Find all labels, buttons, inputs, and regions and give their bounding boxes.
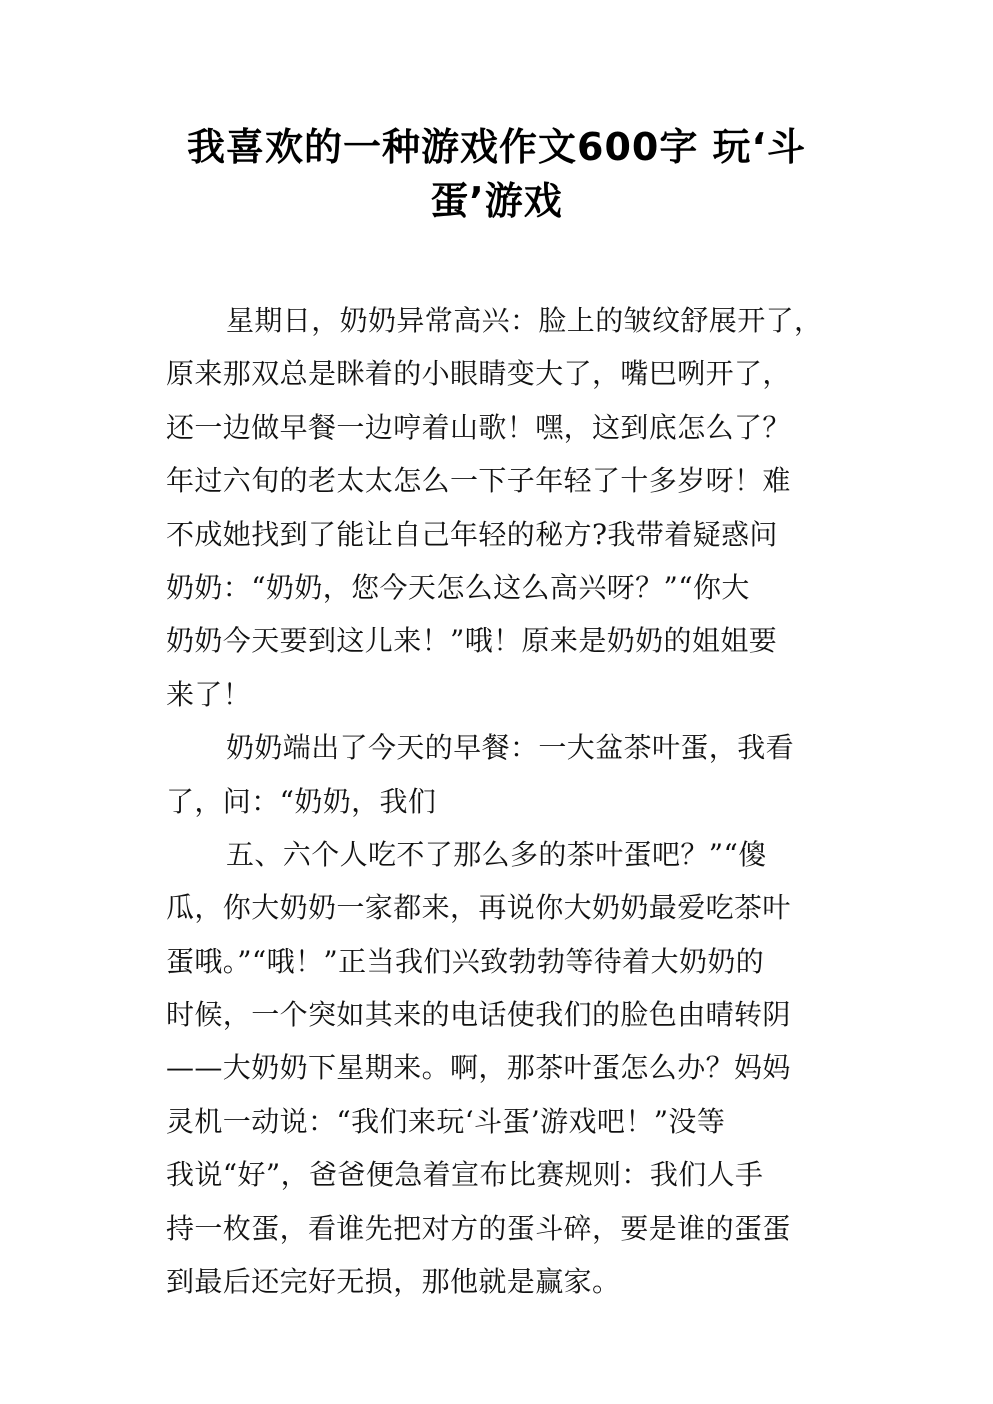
paragraph-3-line-9: 到最后还完好无损，那他就是赢家。 <box>166 1265 621 1299</box>
paragraph-2-line-2: 了，问：“奶奶，我们 <box>166 784 437 818</box>
paragraph-1-line-1: 星期日，奶奶异常高兴：脸上的皱纹舒展开了， <box>226 304 823 337</box>
document-title <box>150 120 843 228</box>
paragraph-1-line-8: 来了！ <box>166 677 252 711</box>
essay-body <box>166 294 846 1308</box>
title-line-1: 我喜欢的一种游戏作文600字 玩‘斗 <box>187 125 806 169</box>
paragraph-3-line-1: 五、六个人吃不了那么多的茶叶蛋吧？”“傻 <box>226 837 767 871</box>
paragraph-3-line-7: 我说“好”，爸爸便急着宣布比赛规则：我们人手 <box>166 1158 764 1192</box>
paragraph-3-line-4: 时候，一个突如其来的电话使我们的脸色由晴转阴 <box>166 998 791 1032</box>
paragraph-2-line-1: 奶奶端出了今天的早餐：一大盆茶叶蛋，我看 <box>226 731 795 765</box>
paragraph-1-line-7: 奶奶今天要到这儿来！”哦！原来是奶奶的姐姐要 <box>166 624 778 658</box>
paragraph-1-line-2: 原来那双总是眯着的小眼睛变大了，嘴巴咧开了， <box>166 357 791 391</box>
paragraph-3-line-8: 持一枚蛋，看谁先把对方的蛋斗碎，要是谁的蛋蛋 <box>166 1211 791 1245</box>
paragraph-1-line-6: 奶奶：“奶奶，您今天怎么这么高兴呀？”“你大 <box>166 570 750 604</box>
paragraph-3-line-5: ——大奶奶下星期来。啊，那茶叶蛋怎么办？妈妈 <box>166 1051 791 1085</box>
paragraph-1-line-4: 年过六旬的老太太怎么一下子年轻了十多岁呀！难 <box>166 464 791 498</box>
paragraph-1-line-5: 不成她找到了能让自己年轻的秘方?我带着疑惑问 <box>166 517 778 551</box>
paragraph-3-line-3: 蛋哦。”“哦！”正当我们兴致勃勃等待着大奶奶的 <box>166 944 765 978</box>
paragraph-1-line-3: 还一边做早餐一边哼着山歌！嘿，这到底怎么了？ <box>166 410 791 444</box>
paragraph-3-line-2: 瓜，你大奶奶一家都来，再说你大奶奶最爱吃茶叶 <box>166 891 791 925</box>
title-line-2: 蛋’游戏 <box>430 179 563 223</box>
paragraph-3-line-6: 灵机一动说：“我们来玩‘斗蛋’游戏吧！”没等 <box>166 1104 726 1138</box>
